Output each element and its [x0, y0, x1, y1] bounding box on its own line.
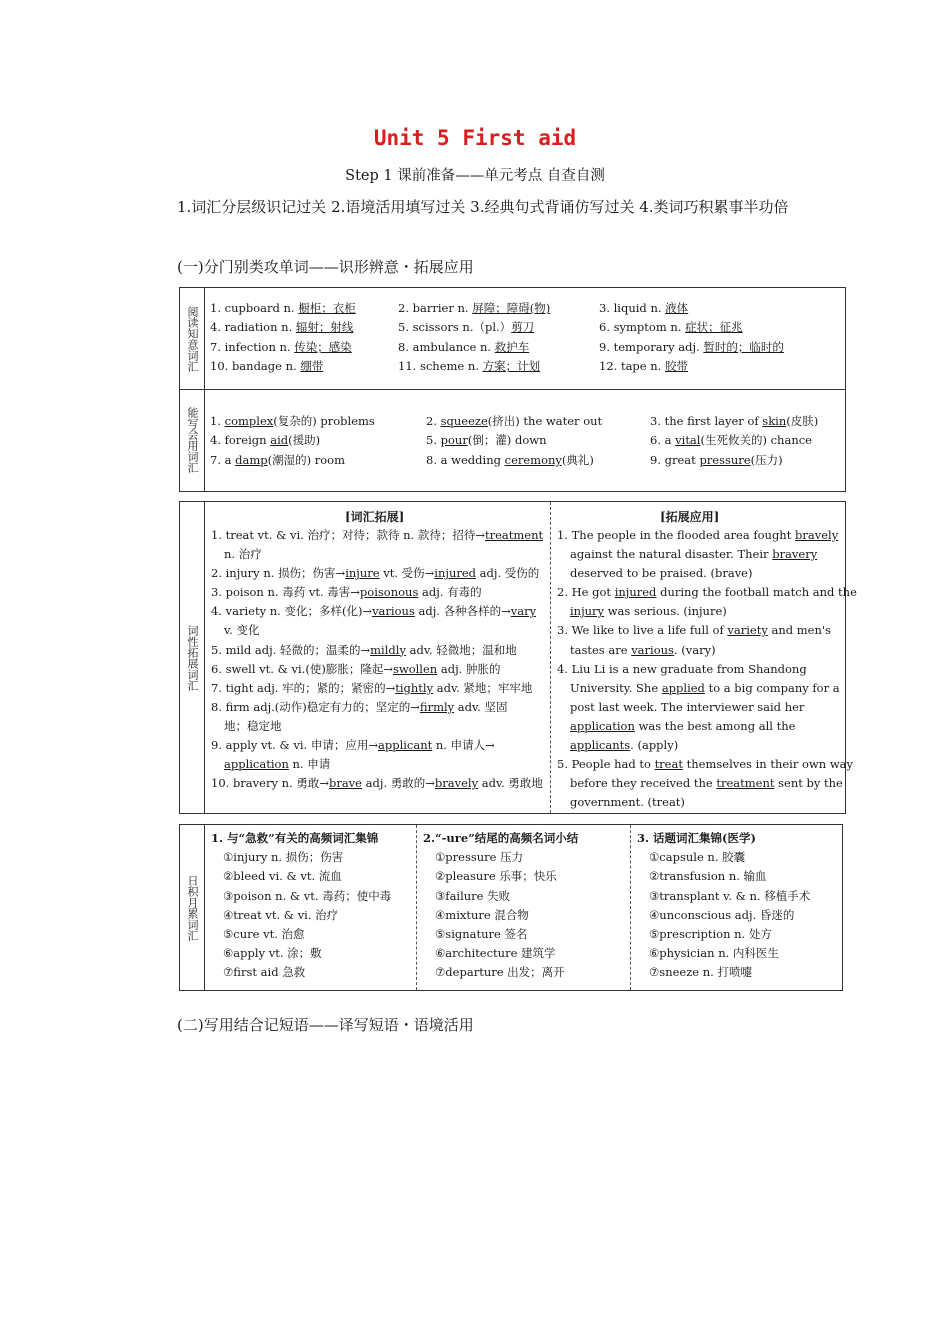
daily-vocab-item: ①pressure 压力	[435, 850, 524, 865]
ext-item: 地；稳定地	[224, 718, 282, 733]
reading-vocab-item: 5. scissors n.（pl.）剪刀	[398, 320, 535, 335]
daily-vocab-label: 日积月累词汇	[186, 874, 199, 941]
ext-item: 6. swell vt. & vi.(使)膨胀；隆起→swollen adj. 肿胀的	[211, 661, 501, 676]
daily-vocab-item: ②pleasure 乐事；快乐	[435, 869, 557, 884]
app-line: before they received the treatment sent by the	[570, 776, 843, 791]
ext-item: 5. mild adj. 轻微的；温柔的→mildly adv. 轻微地；温和地	[211, 642, 517, 657]
step-heading: Step 1 课前准备——单元考点 自查自测	[345, 168, 605, 184]
extension-header-right: [拓展应用]	[660, 510, 720, 524]
app-line: application was the best among all the	[570, 718, 796, 733]
extension-header-left: [词汇拓展]	[345, 510, 405, 524]
writing-vocab-item: 5. pour(倒；灌) down	[426, 433, 547, 448]
daily-vocab-item: ⑥apply vt. 涂；敷	[223, 946, 322, 961]
daily-vocab-item: ④mixture 混合物	[435, 907, 529, 922]
daily-vocab-item: ⑦sneeze n. 打喷嚏	[649, 965, 752, 980]
daily-vocab-table	[179, 824, 843, 991]
app-line: against the natural disaster. Their bravery	[570, 547, 818, 562]
daily-vocab-item: ③transplant v. & n. 移植手术	[649, 888, 811, 903]
ext-item: 3. poison n. 毒药 vt. 毒害→poisonous adj. 有毒的	[211, 585, 482, 600]
daily-vocab-item: ③poison n. & vt. 毒药；使中毒	[223, 888, 392, 903]
ext-item: application n. 申请	[224, 757, 331, 772]
ext-item: 9. apply vt. & vi. 申请；应用→applicant n. 申请人→	[211, 738, 495, 753]
app-line: University. She applied to a big company for a	[570, 680, 840, 695]
app-line: 1. The people in the flooded area fought bravely	[557, 528, 839, 542]
daily-vocab-item: ⑤cure vt. 治愈	[223, 927, 305, 942]
daily-vocab-item: ⑤signature 签名	[435, 927, 528, 942]
app-line: injury was serious. (injure)	[570, 604, 727, 619]
daily-vocab-item: ⑤prescription n. 处方	[649, 927, 772, 942]
writing-vocab-label: 能写会用词汇	[186, 407, 199, 473]
ext-item: 2. injury n. 损伤；伤害→injure vt. 受伤→injured adj. 受伤的	[211, 566, 540, 581]
writing-vocab-item: 6. a vital(生死攸关的) chance	[650, 433, 812, 448]
ext-item: 7. tight adj. 牢的；紧的；紧密的→tightly adv. 紧地；牢牢地	[211, 680, 533, 695]
reading-vocab-item: 7. infection n. 传染；感染	[210, 339, 352, 354]
daily-column-heading: 1. 与“急救”有关的高频词汇集锦	[211, 831, 379, 845]
daily-vocab-item: ⑦departure 出发；离开	[435, 965, 565, 980]
app-line: 3. We like to live a life full of variety and men's	[557, 623, 831, 638]
daily-vocab-item: ⑥architecture 建筑学	[435, 946, 556, 961]
reading-vocab-item: 4. radiation n. 辐射；射线	[210, 320, 354, 335]
daily-column-heading: 3. 话题词汇集锦(医学)	[637, 831, 756, 845]
extension-label: 词性拓展词汇	[186, 624, 199, 691]
reading-vocab-label: 阅读知意词汇	[186, 305, 199, 372]
daily-vocab-item: ①injury n. 损伤；伤害	[223, 850, 344, 865]
app-line: government. (treat)	[570, 795, 685, 810]
app-line: 2. He got injured during the football match and the	[557, 585, 857, 600]
ext-item: v. 变化	[224, 623, 260, 638]
reading-vocab-item: 10. bandage n. 绷带	[210, 358, 324, 373]
extension-left-list	[211, 526, 544, 793]
writing-vocab-item: 4. foreign aid(援助)	[210, 433, 321, 448]
daily-vocab-column	[637, 829, 810, 983]
reading-vocab-item: 12. tape n. 胶带	[599, 358, 688, 373]
app-line: deserved to be praised. (brave)	[570, 566, 753, 581]
daily-vocab-item: ①capsule n. 胶囊	[649, 850, 746, 865]
ext-item: 1. treat vt. & vi. 治疗；对待；款待 n. 款待；招待→treatment	[211, 528, 544, 542]
word-extension-table	[179, 501, 857, 814]
app-line: 4. Liu Li is a new graduate from Shandong	[557, 661, 807, 676]
daily-vocab-item: ④unconscious adj. 昏迷的	[649, 907, 795, 922]
writing-vocab-item: 9. great pressure(压力)	[650, 452, 783, 467]
reading-vocab-item: 11. scheme n. 方案；计划	[398, 358, 541, 373]
reading-vocab-item: 3. liquid n. 液体	[599, 301, 689, 315]
writing-vocab-item: 1. complex(复杂的) problems	[210, 414, 375, 428]
daily-vocab-column	[211, 829, 391, 983]
ext-item: n. 治疗	[224, 547, 262, 562]
ext-item: 4. variety n. 变化；多样(化)→various adj. 各种各样的→vary	[211, 604, 537, 619]
daily-vocab-item: ②transfusion n. 输血	[649, 869, 767, 884]
writing-vocab-item: 8. a wedding ceremony(典礼)	[426, 452, 594, 467]
vocab-table	[179, 287, 846, 492]
daily-vocab-item: ③failure 失败	[435, 888, 511, 903]
reading-vocab-item: 2. barrier n. 屏障；障碍(物)	[398, 301, 551, 315]
writing-vocab-item: 3. the first layer of skin(皮肤)	[650, 414, 819, 428]
daily-vocab-item: ②bleed vi. & vt. 流血	[223, 869, 342, 884]
ext-item: 10. bravery n. 勇敢→brave adj. 勇敢的→bravely adv. 勇敢地	[211, 776, 543, 791]
reading-vocab-item: 1. cupboard n. 橱柜；衣柜	[210, 301, 356, 315]
app-line: applicants. (apply)	[570, 738, 679, 753]
daily-vocab-item: ⑦first aid 急救	[223, 965, 306, 980]
reading-vocab-item: 8. ambulance n. 救护车	[398, 339, 530, 354]
app-line: tastes are various. (vary)	[570, 642, 716, 657]
page-title: Unit 5 First aid	[373, 126, 577, 150]
app-line: post last week. The interviewer said her	[570, 699, 805, 714]
daily-vocab-item: ⑥physician n. 内科医生	[649, 946, 779, 961]
reading-vocab-item: 9. temporary adj. 暂时的；临时的	[599, 339, 784, 354]
app-line: 5. People had to treat themselves in their own way	[557, 757, 854, 772]
reading-vocab-item: 6. symptom n. 症状；征兆	[599, 320, 743, 335]
extension-right-list	[557, 526, 857, 812]
section-heading-phrases: (二)写用结合记短语——译写短语・语境活用	[177, 1016, 474, 1034]
writing-vocab-item: 7. a damp(潮湿的) room	[210, 452, 346, 467]
writing-vocab-item: 2. squeeze(挤出) the water out	[426, 414, 603, 428]
ext-item: 8. firm adj.(动作)稳定有力的；坚定的→firmly adv. 坚固	[211, 699, 508, 714]
intro-text: 1.词汇分层级识记过关 2.语境活用填写过关 3.经典句式背诵仿写过关 4.类词巧积累事半功倍	[177, 198, 789, 216]
daily-column-heading: 2.“-ure”结尾的高频名词小结	[423, 831, 579, 845]
section-heading-words: (一)分门别类攻单词——识形辨意・拓展应用	[177, 258, 474, 276]
daily-vocab-item: ④treat vt. & vi. 治疗	[223, 907, 339, 922]
daily-vocab-column	[423, 829, 578, 983]
